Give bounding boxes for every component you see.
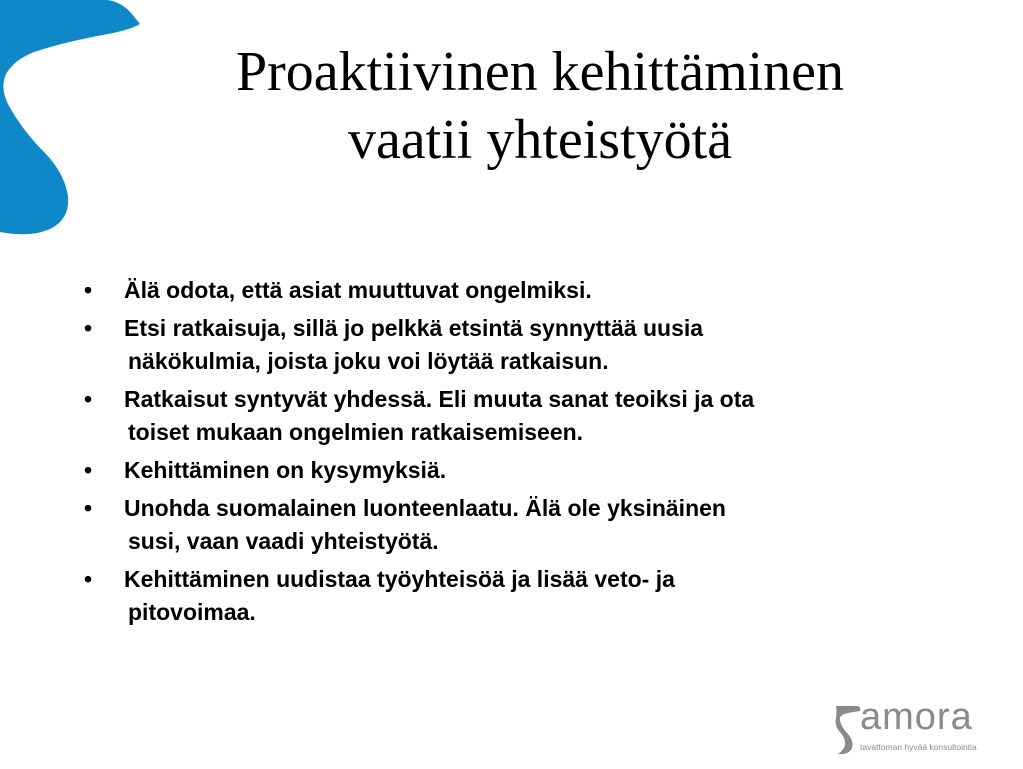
samora-logo-tagline: tavattoman hyvää konsultointia bbox=[860, 742, 977, 752]
bullet-text-continued: susi, vaan vaadi yhteistyötä. bbox=[128, 528, 439, 554]
slide-title-line-2: vaatii yhteistyötä bbox=[347, 109, 733, 171]
bullet-text: Unohda suomalainen luonteenlaatu. Älä ole yksinäinen bbox=[124, 495, 726, 521]
samora-logo-wordmark: amora bbox=[860, 696, 973, 738]
bullet-text: Kehittäminen on kysymyksiä. bbox=[124, 457, 447, 483]
bullet-text-continued: toiset mukaan ongelmien ratkaisemiseen. bbox=[128, 419, 584, 445]
bullet-text: Älä odota, että asiat muuttuvat ongelmiksi. bbox=[124, 277, 592, 303]
bullet-marker: • bbox=[84, 495, 93, 521]
bullet-marker: • bbox=[84, 457, 93, 483]
bullet-marker: • bbox=[84, 277, 93, 303]
bullet-item bbox=[84, 454, 964, 487]
bullet-text-continued: näkökulmia, joista joku voi löytää ratkaisun. bbox=[128, 348, 609, 374]
bullet-item bbox=[84, 563, 964, 629]
bullet-item bbox=[84, 312, 964, 378]
bullet-list bbox=[84, 274, 964, 634]
bullet-marker: • bbox=[84, 386, 93, 412]
bullet-item bbox=[84, 492, 964, 558]
bullet-text: Kehittäminen uudistaa työyhteisöä ja lisää veto- ja bbox=[124, 566, 675, 592]
bullet-text: Etsi ratkaisuja, sillä jo pelkkä etsintä synnyttää uusia bbox=[124, 315, 704, 341]
bullet-marker: • bbox=[84, 566, 93, 592]
bullet-item bbox=[84, 274, 964, 307]
slide-title-line-1: Proaktiivinen kehittäminen bbox=[235, 41, 845, 103]
samora-s-mark-icon bbox=[834, 702, 862, 756]
bullet-text-continued: pitovoimaa. bbox=[128, 599, 256, 625]
bullet-text: Ratkaisut syntyvät yhdessä. Eli muuta sanat teoiksi ja ota bbox=[124, 386, 755, 412]
slide-title bbox=[120, 38, 960, 174]
samora-logo bbox=[834, 696, 994, 760]
bullet-item bbox=[84, 383, 964, 449]
bullet-marker: • bbox=[84, 315, 93, 341]
